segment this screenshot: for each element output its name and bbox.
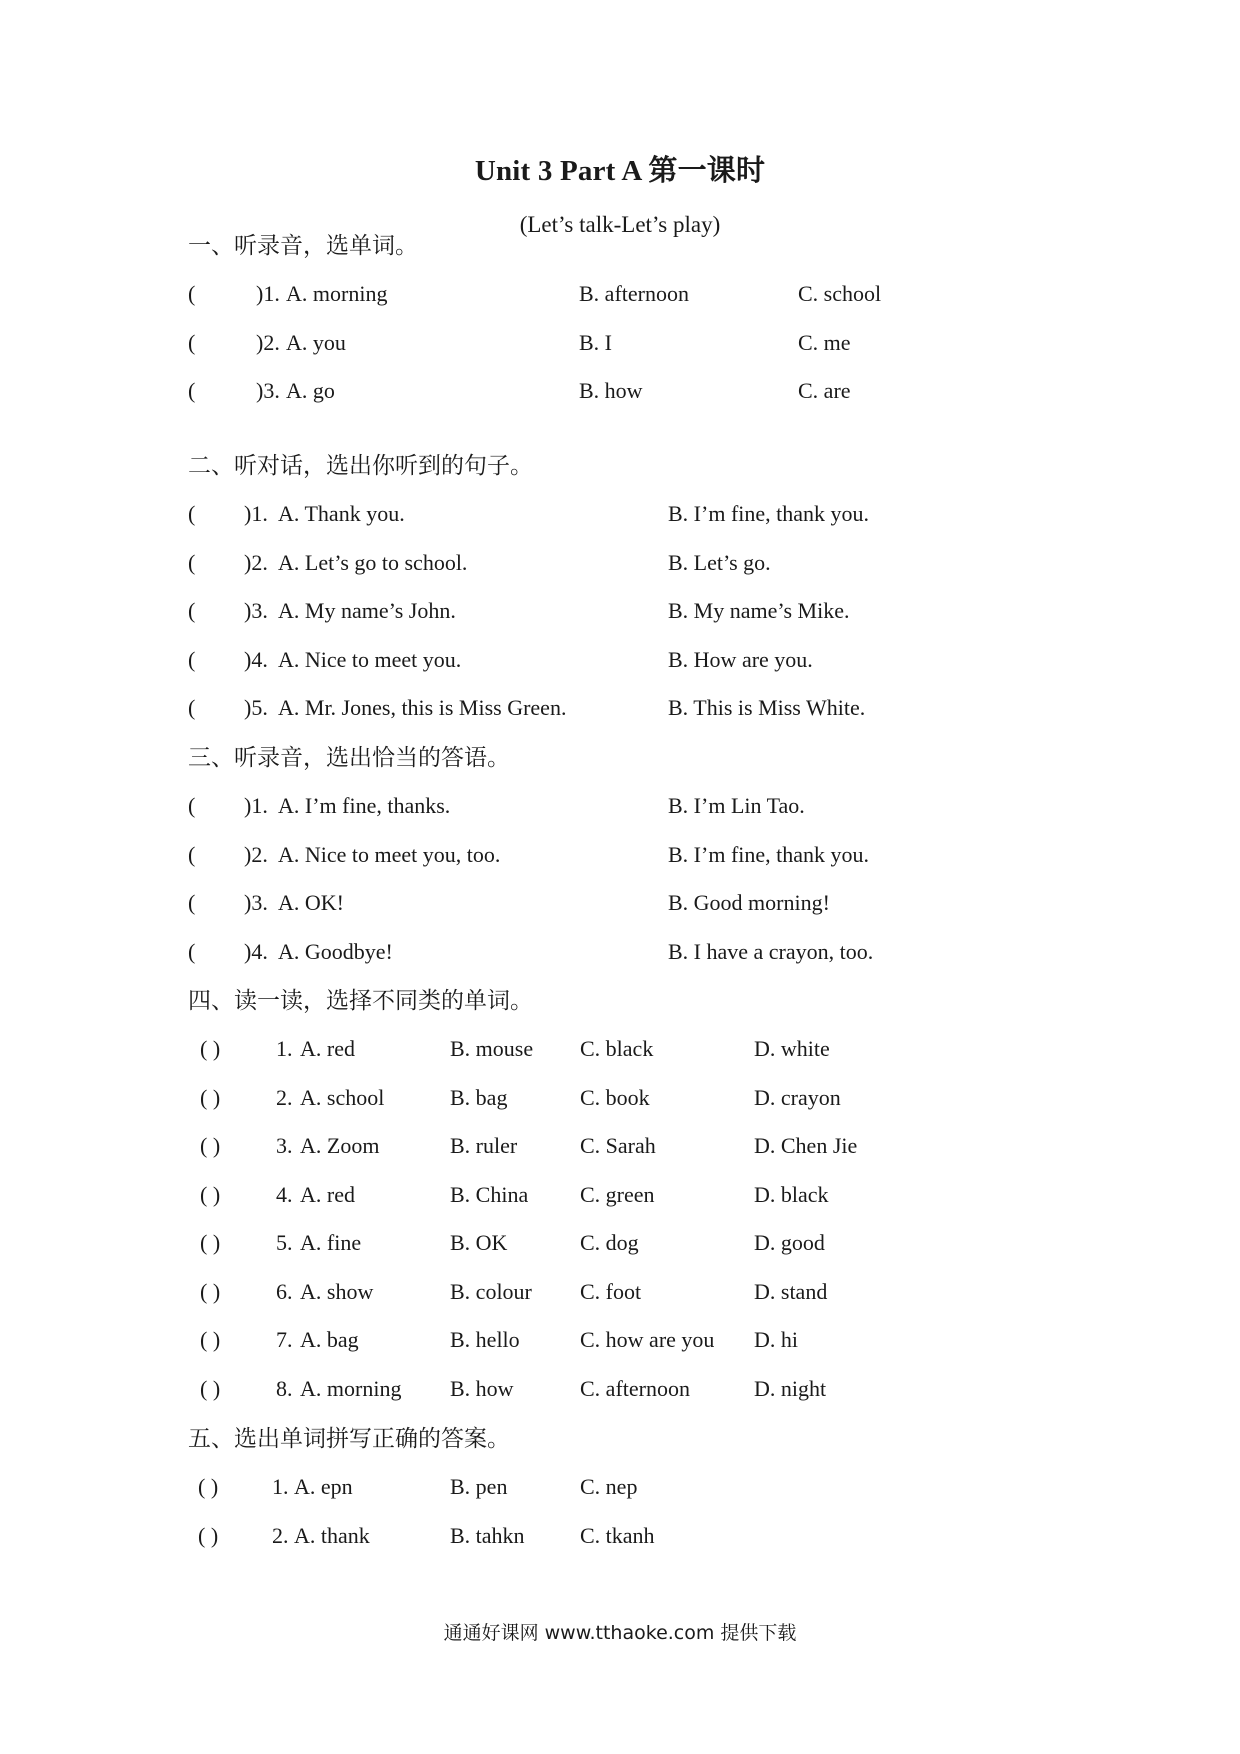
- question-row: [188, 928, 1088, 977]
- option-a: A. you: [286, 329, 346, 355]
- question-number: )5.: [244, 695, 268, 720]
- question-number: )1.: [244, 501, 268, 526]
- option-d: D. stand: [754, 1278, 828, 1304]
- question-row: [188, 587, 1088, 636]
- answer-blank[interactable]: ( ): [200, 1084, 221, 1110]
- option-d: D. crayon: [754, 1084, 841, 1110]
- option-b: B. ruler: [450, 1133, 518, 1158]
- option-b: B. I: [579, 329, 612, 355]
- question-row: [188, 1219, 1088, 1268]
- option-b: B. Let’s go.: [668, 549, 771, 575]
- option-a: A. go: [286, 378, 335, 403]
- answer-blank[interactable]: (: [188, 890, 196, 915]
- question-number: 4.: [276, 1181, 293, 1207]
- answer-blank[interactable]: (: [188, 598, 196, 623]
- answer-blank[interactable]: (: [188, 329, 196, 355]
- option-a: A. red: [300, 1181, 355, 1207]
- option-d: D. Chen Jie: [754, 1133, 858, 1158]
- section-heading: 三、听录音，选出恰当的答语。: [188, 745, 510, 771]
- option-c: C. green: [580, 1181, 655, 1207]
- question-row: [188, 831, 1088, 880]
- question-row: [188, 879, 1088, 928]
- question-number: )1.: [256, 281, 280, 306]
- option-a: A. Zoom: [300, 1133, 380, 1158]
- answer-blank[interactable]: (: [188, 695, 196, 720]
- option-b: B. I’m Lin Tao.: [668, 793, 805, 818]
- option-b: B. I’m fine, thank you.: [668, 501, 870, 526]
- question-number: 6.: [276, 1278, 293, 1304]
- question-row: [188, 319, 1088, 368]
- question-number: )2.: [244, 841, 268, 867]
- answer-blank[interactable]: (: [188, 646, 196, 672]
- section-correct-spelling: [188, 1415, 1088, 1560]
- answer-blank[interactable]: ( ): [198, 1474, 219, 1499]
- option-a: A. school: [300, 1084, 385, 1110]
- option-a: A. fine: [300, 1230, 362, 1255]
- option-d: D. night: [754, 1375, 827, 1401]
- page-title: Unit 3 Part A 第一课时: [474, 155, 766, 187]
- question-row: [188, 782, 1088, 831]
- question-number: 2.: [272, 1522, 289, 1548]
- option-b: B. colour: [450, 1278, 532, 1304]
- option-b: B. I have a crayon, too.: [668, 938, 874, 964]
- question-row: [188, 636, 1088, 685]
- question-number: 8.: [276, 1375, 293, 1401]
- option-a: A. My name’s John.: [278, 598, 456, 623]
- answer-blank[interactable]: ( ): [200, 1375, 221, 1401]
- option-c: C. school: [798, 281, 882, 306]
- option-d: D. hi: [754, 1327, 798, 1352]
- answer-blank[interactable]: ( ): [200, 1278, 221, 1304]
- option-c: C. nep: [580, 1474, 638, 1499]
- option-b: B. This is Miss White.: [668, 695, 866, 720]
- option-c: C. book: [580, 1084, 650, 1110]
- option-a: A. epn: [294, 1474, 353, 1499]
- option-a: A. I’m fine, thanks.: [278, 793, 451, 818]
- answer-blank[interactable]: (: [188, 281, 196, 306]
- option-b: B. OK: [450, 1230, 508, 1255]
- question-number: 1.: [272, 1474, 289, 1499]
- question-number: 7.: [276, 1327, 293, 1352]
- option-c: C. foot: [580, 1278, 642, 1304]
- answer-blank[interactable]: ( ): [200, 1230, 221, 1255]
- question-row: [188, 1463, 1088, 1512]
- section-heading: 四、读一读，选择不同类的单词。: [188, 988, 533, 1014]
- option-a: A. Let’s go to school.: [278, 549, 468, 575]
- question-row: [188, 539, 1088, 588]
- question-number: 3.: [276, 1133, 293, 1158]
- question-row: [188, 684, 1088, 733]
- option-a: A. Nice to meet you.: [278, 646, 462, 672]
- question-row: [188, 1074, 1088, 1123]
- question-number: )4.: [244, 938, 268, 964]
- answer-blank[interactable]: (: [188, 549, 196, 575]
- question-row: [188, 1512, 1088, 1561]
- option-b: B. how: [450, 1375, 514, 1401]
- question-row: [188, 1365, 1088, 1414]
- option-b: B. China: [450, 1181, 529, 1207]
- section-listen-choose-word: [188, 222, 1088, 416]
- question-number: 1.: [276, 1036, 293, 1061]
- answer-blank[interactable]: (: [188, 938, 196, 964]
- option-a: A. OK!: [278, 890, 344, 915]
- option-b: B. afternoon: [579, 281, 689, 306]
- option-d: D. black: [754, 1181, 829, 1207]
- page-footer: 通通好课网 www.tthaoke.com 提供下载: [443, 1622, 797, 1644]
- question-row: [188, 1171, 1088, 1220]
- question-row: [188, 1268, 1088, 1317]
- option-c: C. afternoon: [580, 1375, 690, 1401]
- answer-blank[interactable]: ( ): [200, 1181, 221, 1207]
- question-row: [188, 367, 1088, 416]
- option-b: B. tahkn: [450, 1522, 525, 1548]
- section-listen-choose-response: [188, 734, 1088, 976]
- option-b: B. I’m fine, thank you.: [668, 841, 870, 867]
- option-b: B. pen: [450, 1474, 508, 1499]
- question-number: )3.: [244, 598, 268, 623]
- option-c: C. tkanh: [580, 1522, 655, 1548]
- option-a: A. Thank you.: [278, 501, 405, 526]
- question-row: [188, 490, 1088, 539]
- answer-blank[interactable]: ( ): [200, 1036, 221, 1061]
- option-a: A. Nice to meet you, too.: [278, 841, 501, 867]
- page-subtitle: (Let’s talk-Let’s play): [519, 212, 721, 237]
- option-a: A. red: [300, 1036, 355, 1061]
- question-row: [188, 1122, 1088, 1171]
- option-c: C. black: [580, 1036, 654, 1061]
- option-c: C. are: [798, 378, 851, 403]
- option-a: A. thank: [294, 1522, 370, 1548]
- option-b: B. Good morning!: [668, 890, 830, 915]
- section-odd-one-out: [188, 977, 1088, 1413]
- option-d: D. good: [754, 1230, 825, 1255]
- option-b: B. how: [579, 378, 643, 403]
- option-b: B. hello: [450, 1327, 520, 1352]
- option-b: B. mouse: [450, 1036, 534, 1061]
- section-heading: 一、听录音，选单词。: [188, 233, 418, 259]
- question-number: )3.: [256, 378, 280, 403]
- section-listen-choose-sentence: [188, 442, 1088, 733]
- question-number: )3.: [244, 890, 268, 915]
- section-heading: 五、选出单词拼写正确的答案。: [188, 1426, 510, 1452]
- question-number: 5.: [276, 1230, 293, 1255]
- option-c: C. Sarah: [580, 1133, 656, 1158]
- question-number: )4.: [244, 646, 268, 672]
- option-a: A. morning: [286, 281, 388, 306]
- question-number: )2.: [244, 549, 268, 575]
- question-number: )1.: [244, 793, 268, 818]
- option-c: C. dog: [580, 1230, 639, 1255]
- option-c: C. how are you: [580, 1327, 715, 1352]
- answer-blank[interactable]: (: [188, 793, 196, 818]
- section-heading: 二、听对话，选出你听到的句子。: [188, 453, 533, 479]
- option-a: A. show: [300, 1278, 374, 1304]
- option-b: B. bag: [450, 1084, 508, 1110]
- answer-blank[interactable]: (: [188, 841, 196, 867]
- question-row: [188, 1025, 1088, 1074]
- option-a: A. Goodbye!: [278, 938, 393, 964]
- option-b: B. My name’s Mike.: [668, 598, 850, 623]
- option-a: A. Mr. Jones, this is Miss Green.: [278, 695, 567, 720]
- answer-blank[interactable]: (: [188, 378, 196, 403]
- answer-blank[interactable]: ( ): [198, 1522, 219, 1548]
- answer-blank[interactable]: (: [188, 501, 196, 526]
- option-c: C. me: [798, 329, 851, 355]
- answer-blank[interactable]: ( ): [200, 1133, 221, 1158]
- option-b: B. How are you.: [668, 646, 813, 672]
- question-number: 2.: [276, 1084, 293, 1110]
- question-row: [188, 270, 1088, 319]
- option-d: D. white: [754, 1036, 830, 1061]
- answer-blank[interactable]: ( ): [200, 1327, 221, 1352]
- question-row: [188, 1316, 1088, 1365]
- question-number: )2.: [256, 329, 280, 355]
- option-a: A. morning: [300, 1375, 402, 1401]
- option-a: A. bag: [300, 1327, 359, 1352]
